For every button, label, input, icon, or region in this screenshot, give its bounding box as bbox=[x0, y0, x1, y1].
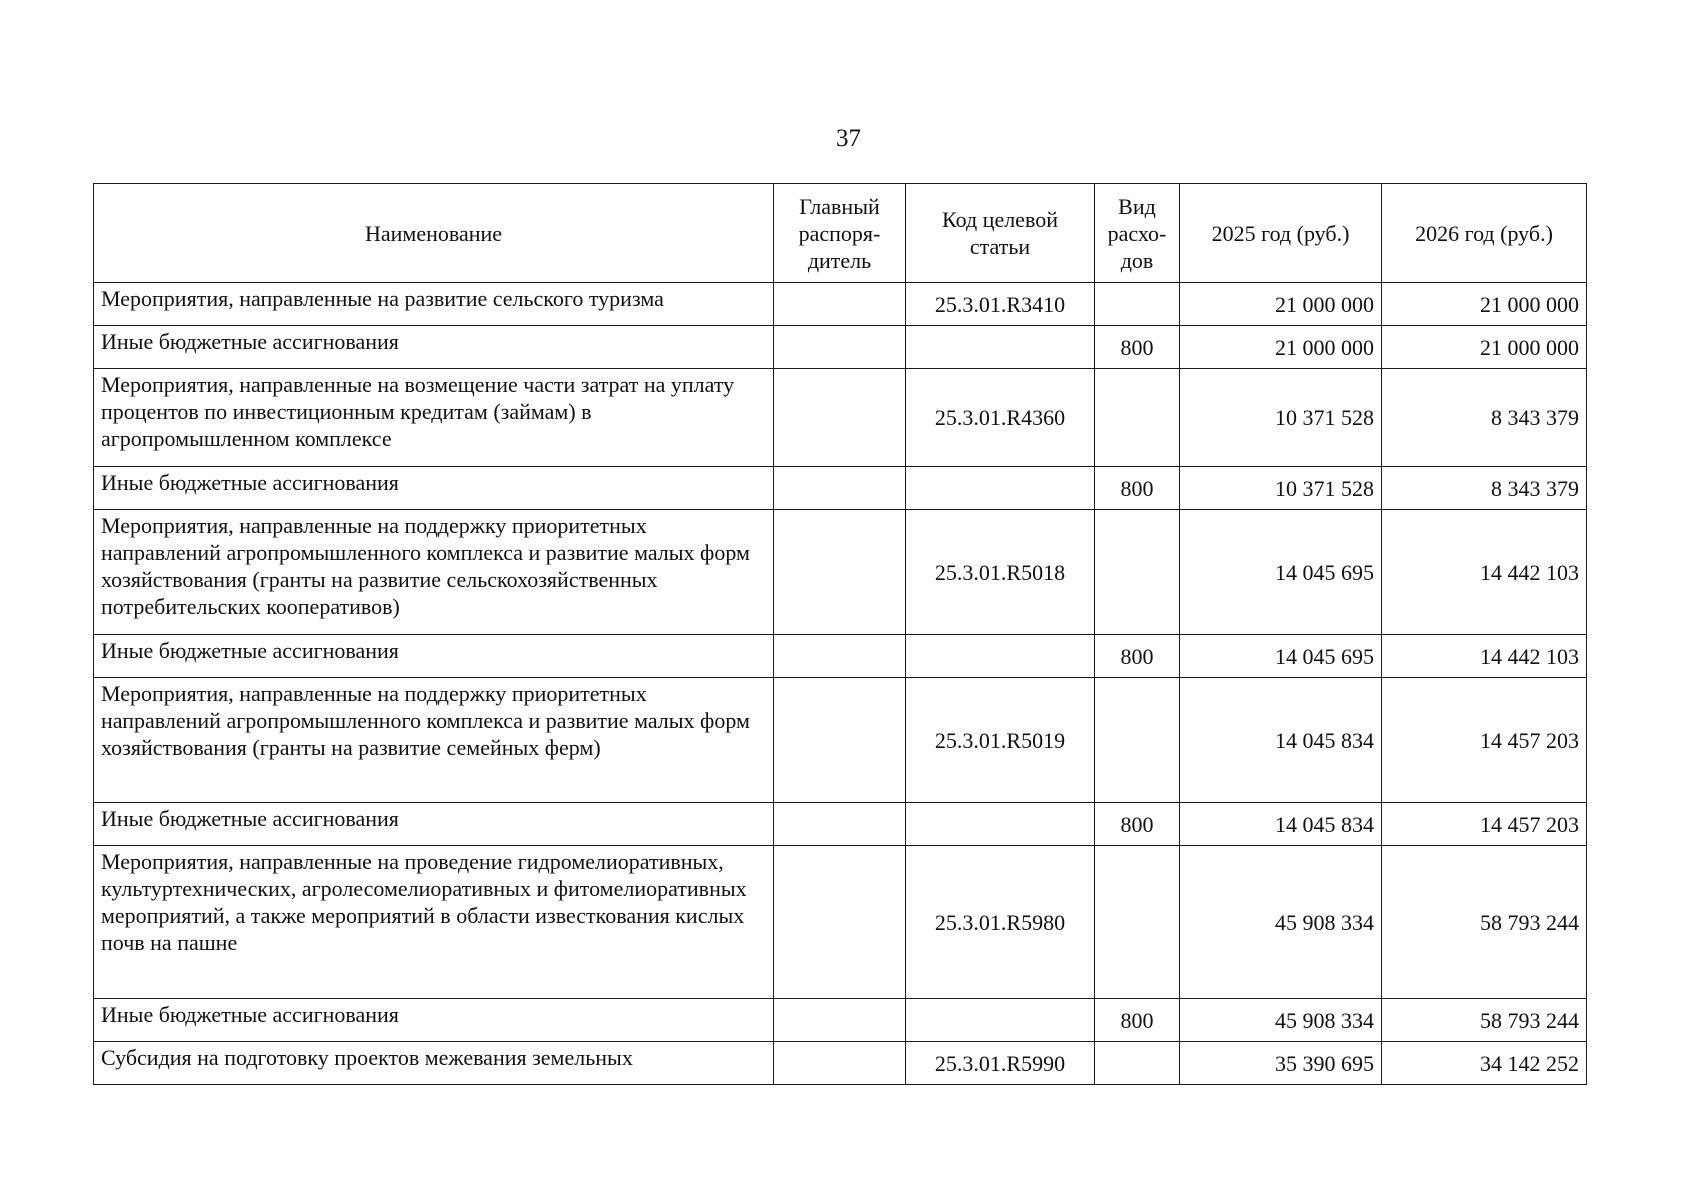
table-row bbox=[94, 326, 1587, 369]
row-name: Иные бюджетные ассигнования bbox=[94, 999, 774, 1042]
row-2026: 58 793 244 bbox=[1382, 846, 1587, 999]
row-admin bbox=[774, 510, 906, 635]
row-2025: 10 371 528 bbox=[1180, 369, 1382, 467]
row-code: 25.3.01.R4360 bbox=[906, 369, 1095, 467]
row-2026: 8 343 379 bbox=[1382, 369, 1587, 467]
table-row bbox=[94, 467, 1587, 510]
row-admin bbox=[774, 1042, 906, 1085]
page-number: 37 bbox=[836, 125, 861, 152]
row-name: Иные бюджетные ассигнования bbox=[94, 635, 774, 678]
table-row bbox=[94, 803, 1587, 846]
row-code: 25.3.01.R3410 bbox=[906, 283, 1095, 326]
header-name: Наименование bbox=[94, 184, 774, 283]
row-2026: 14 457 203 bbox=[1382, 803, 1587, 846]
row-2025: 21 000 000 bbox=[1180, 283, 1382, 326]
row-2026: 8 343 379 bbox=[1382, 467, 1587, 510]
row-type bbox=[1095, 283, 1180, 326]
row-type bbox=[1095, 678, 1180, 803]
table-header-row bbox=[94, 184, 1587, 283]
row-code bbox=[906, 326, 1095, 369]
header-2026: 2026 год (руб.) bbox=[1382, 184, 1587, 283]
table-row bbox=[94, 999, 1587, 1042]
row-2026: 14 442 103 bbox=[1382, 635, 1587, 678]
row-code bbox=[906, 999, 1095, 1042]
table-row bbox=[94, 635, 1587, 678]
row-code: 25.3.01.R5019 bbox=[906, 678, 1095, 803]
row-admin bbox=[774, 369, 906, 467]
row-name: Мероприятия, направленные на возмещение части затрат на уплату процентов по инвестиционным кредитам (займам) в агропромышленном комплексе bbox=[94, 369, 774, 467]
table-row bbox=[94, 1042, 1587, 1085]
table-row bbox=[94, 283, 1587, 326]
row-type bbox=[1095, 369, 1180, 467]
row-2026: 14 442 103 bbox=[1382, 510, 1587, 635]
row-2025: 45 908 334 bbox=[1180, 846, 1382, 999]
header-code: Код целевой статьи bbox=[906, 184, 1095, 283]
row-admin bbox=[774, 999, 906, 1042]
row-2025: 35 390 695 bbox=[1180, 1042, 1382, 1085]
row-2025: 14 045 695 bbox=[1180, 635, 1382, 678]
row-type: 800 bbox=[1095, 326, 1180, 369]
row-2025: 45 908 334 bbox=[1180, 999, 1382, 1042]
row-2026: 34 142 252 bbox=[1382, 1042, 1587, 1085]
row-code: 25.3.01.R5980 bbox=[906, 846, 1095, 999]
row-type bbox=[1095, 510, 1180, 635]
row-name: Мероприятия, направленные на проведение гидромелиоративных, культуртехнических, агролесомелиоративных и фитомелиоративных мероприятий, а также мероприятий в области известкования кислых почв на пашне bbox=[94, 846, 774, 999]
row-name: Иные бюджетные ассигнования bbox=[94, 326, 774, 369]
table-row bbox=[94, 369, 1587, 467]
row-name: Мероприятия, направленные на поддержку приоритетных направлений агропромышленного комплекса и развитие малых форм хозяйствования (гранты на развитие семейных ферм) bbox=[94, 678, 774, 803]
row-admin bbox=[774, 803, 906, 846]
row-code bbox=[906, 467, 1095, 510]
header-admin: Главный распоря-дитель bbox=[774, 184, 906, 283]
row-2026: 58 793 244 bbox=[1382, 999, 1587, 1042]
budget-table bbox=[93, 183, 1587, 1085]
row-name: Мероприятия, направленные на развитие сельского туризма bbox=[94, 283, 774, 326]
row-code: 25.3.01.R5018 bbox=[906, 510, 1095, 635]
row-2025: 10 371 528 bbox=[1180, 467, 1382, 510]
row-admin bbox=[774, 467, 906, 510]
row-admin bbox=[774, 283, 906, 326]
row-type: 800 bbox=[1095, 467, 1180, 510]
row-code bbox=[906, 635, 1095, 678]
row-2025: 21 000 000 bbox=[1180, 326, 1382, 369]
row-2025: 14 045 834 bbox=[1180, 803, 1382, 846]
row-2026: 21 000 000 bbox=[1382, 283, 1587, 326]
header-2025: 2025 год (руб.) bbox=[1180, 184, 1382, 283]
row-type bbox=[1095, 846, 1180, 999]
row-name: Субсидия на подготовку проектов межевания земельных bbox=[94, 1042, 774, 1085]
row-type: 800 bbox=[1095, 803, 1180, 846]
row-2026: 21 000 000 bbox=[1382, 326, 1587, 369]
table-row bbox=[94, 510, 1587, 635]
row-type bbox=[1095, 1042, 1180, 1085]
row-admin bbox=[774, 635, 906, 678]
row-type: 800 bbox=[1095, 635, 1180, 678]
row-admin bbox=[774, 326, 906, 369]
row-name: Иные бюджетные ассигнования bbox=[94, 467, 774, 510]
row-2026: 14 457 203 bbox=[1382, 678, 1587, 803]
row-admin bbox=[774, 846, 906, 999]
row-name: Мероприятия, направленные на поддержку приоритетных направлений агропромышленного комплекса и развитие малых форм хозяйствования (гранты на развитие сельскохозяйственных потребительских кооперативов) bbox=[94, 510, 774, 635]
row-code bbox=[906, 803, 1095, 846]
row-admin bbox=[774, 678, 906, 803]
table-row bbox=[94, 678, 1587, 803]
header-type: Вид расхо-дов bbox=[1095, 184, 1180, 283]
row-2025: 14 045 834 bbox=[1180, 678, 1382, 803]
row-name: Иные бюджетные ассигнования bbox=[94, 803, 774, 846]
table-row bbox=[94, 846, 1587, 999]
row-2025: 14 045 695 bbox=[1180, 510, 1382, 635]
row-type: 800 bbox=[1095, 999, 1180, 1042]
row-code: 25.3.01.R5990 bbox=[906, 1042, 1095, 1085]
